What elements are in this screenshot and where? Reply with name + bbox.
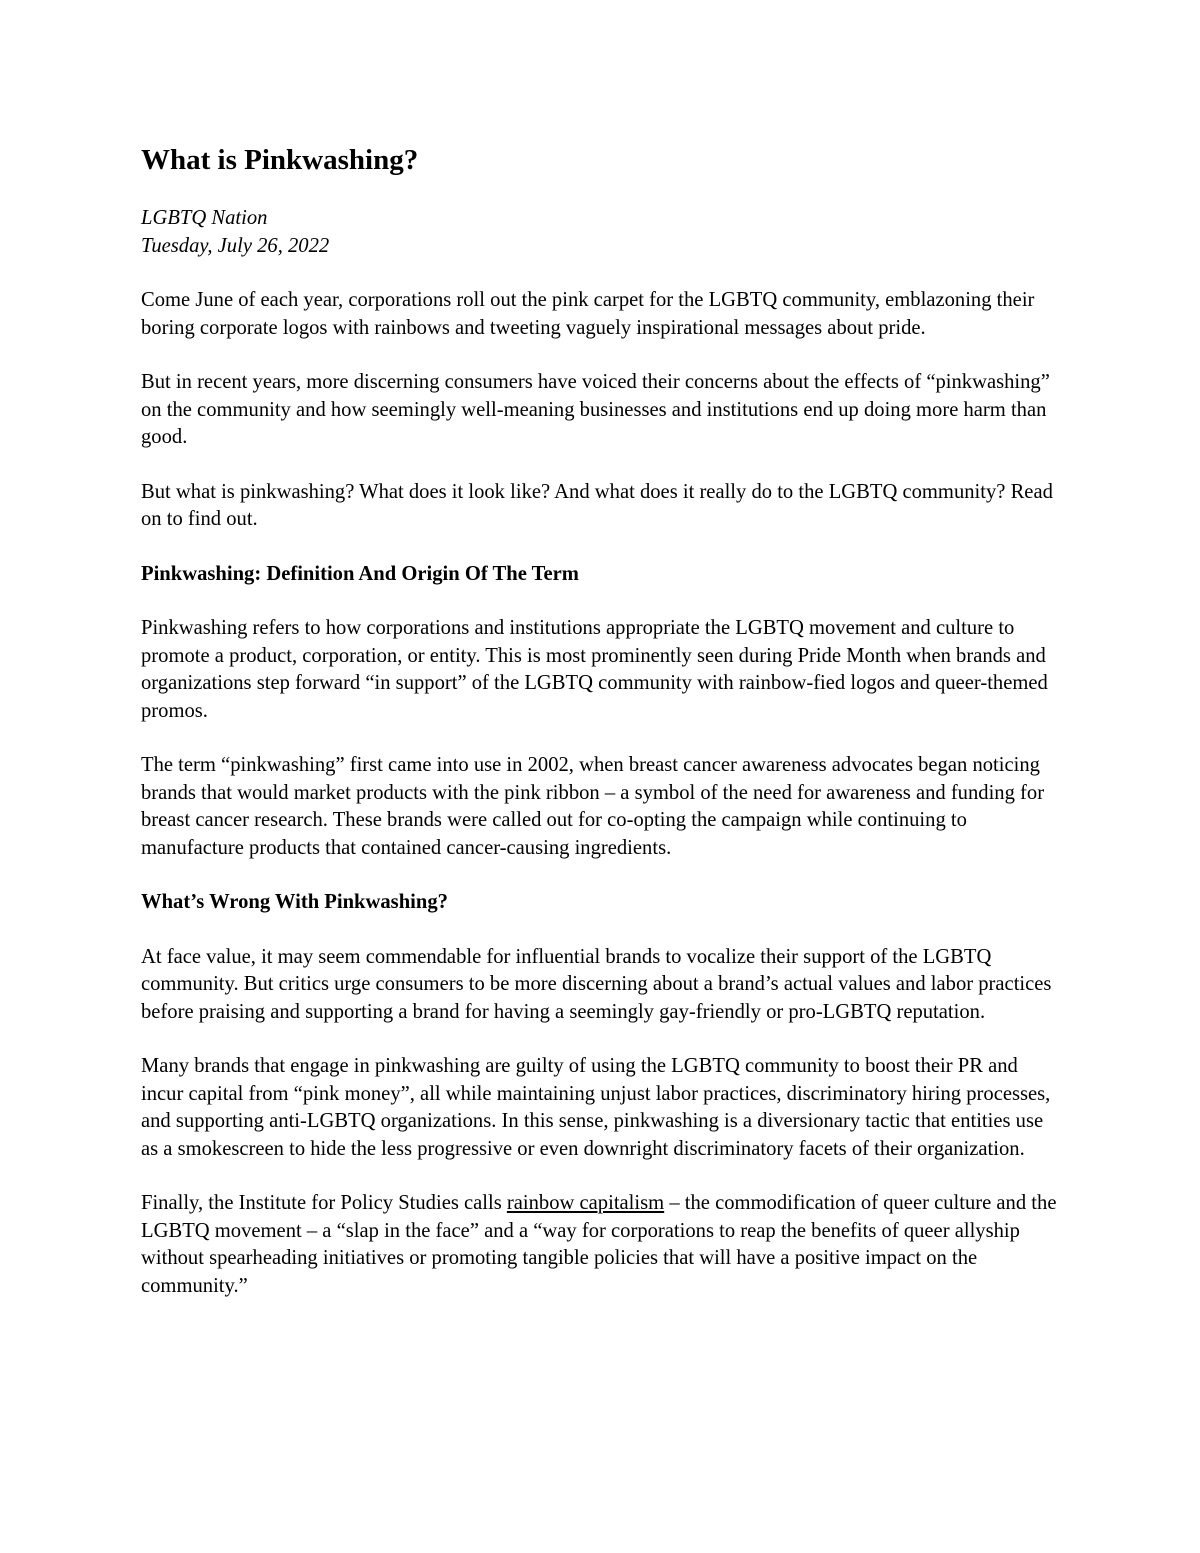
- section-heading-definition: Pinkwashing: Definition And Origin Of The Term: [141, 562, 579, 585]
- paragraph-question: But what is pinkwashing? What does it look like? And what does it really do to the LGBTQ community? Read on to find out.: [141, 480, 1053, 530]
- rainbow-capitalism-link[interactable]: rainbow capitalism: [506, 1192, 665, 1214]
- paragraph-text-before-link: Finally, the Institute for Policy Studies calls: [141, 1192, 507, 1214]
- section-heading-whats-wrong: What’s Wrong With Pinkwashing?: [141, 891, 448, 913]
- paragraph-definition: Pinkwashing refers to how corporations and institutions appropriate the LGBTQ movement and culture to promote a product, corporation, or entity. This is most prominently seen during Pride Month when brands and organizations step forward “in support” of the LGBTQ community with rainbow-fied logos and queer-themed promos.: [141, 617, 1048, 722]
- paragraph-critics: At face value, it may seem commendable for influential brands to vocalize their support of the LGBTQ community. But critics urge consumers to be more discerning about a brand’s actual values and labor practices before praising and supporting a brand for having a seemingly gay-friendly or pro-LGBTQ reputation.: [141, 945, 1052, 1023]
- paragraph-origin: The term “pinkwashing” first came into use in 2002, when breast cancer awareness advocates began noticing brands that would market products with the pink ribbon – a symbol of the need for awareness and funding for breast cancer research. These brands were called out for co-opting the campaign while continuing to manufacture products that contained cancer-causing ingredients.: [141, 754, 1045, 859]
- article-meta: [141, 205, 1061, 260]
- document-page: [141, 140, 1061, 1300]
- paragraph-text-after-link: – the commodification of queer culture and the LGBTQ movement – a “slap in the face” and a “way for corporations to reap the benefits of queer allyship without spearheading initiatives or promoting tangible policies that will have a positive impact on the community.”: [141, 1192, 1057, 1297]
- article-date: Tuesday, July 26, 2022: [141, 234, 330, 257]
- document-title: What is Pinkwashing?: [141, 144, 419, 176]
- paragraph-concerns: But in recent years, more discerning consumers have voiced their concerns about the effects of “pinkwashing” on the community and how seemingly well-meaning businesses and institutions end up doing more harm than good.: [141, 371, 1050, 448]
- article-source: LGBTQ Nation: [141, 207, 268, 229]
- paragraph-intro: Come June of each year, corporations roll out the pink carpet for the LGBTQ community, emblazoning their boring corporate logos with rainbows and tweeting vaguely inspirational messages about pride.: [141, 289, 1035, 339]
- paragraph-rainbow-capitalism: [141, 1190, 1061, 1300]
- paragraph-pink-money: Many brands that engage in pinkwashing are guilty of using the LGBTQ community to boost their PR and incur capital from “pink money”, all while maintaining unjust labor practices, discriminatory hiring processes, and supporting anti-LGBTQ organizations. In this sense, pinkwashing is a diversionary tactic that entities use as a smokescreen to hide the less progressive or even downright discriminatory facets of their organization.: [141, 1055, 1051, 1160]
